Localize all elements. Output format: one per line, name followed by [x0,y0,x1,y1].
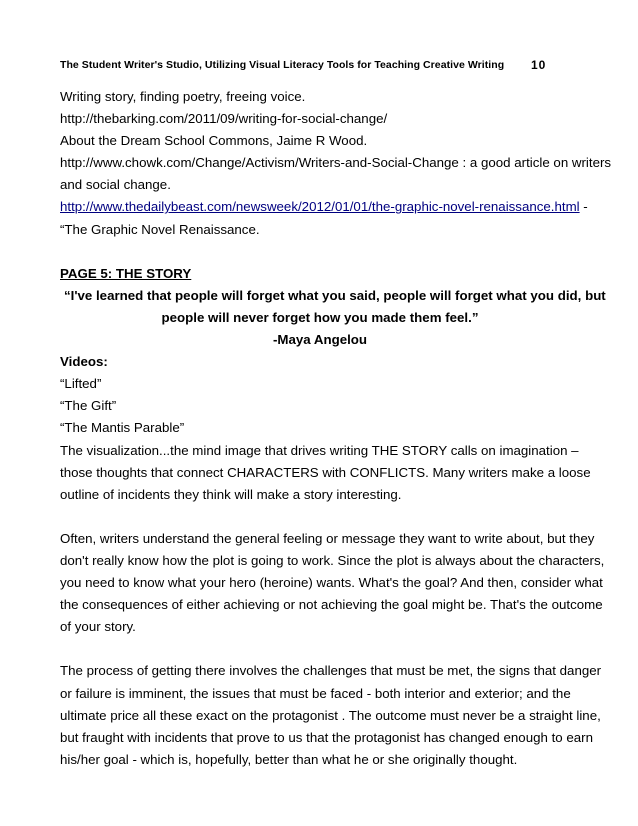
video-item: “The Mantis Parable” [60,420,185,436]
ref-line-2: http://thebarking.com/2011/09/writing-for-social-change/ [60,111,388,127]
ref-line-5: and social change. [60,177,171,193]
page-header [60,59,580,71]
body-text [60,86,612,771]
paragraph-3-line: The process of getting there involves the challenges that must be met, the signs that danger [60,663,602,679]
paragraph-2-line: the consequences of either achieving or not achieving the goal might be. That's the outcome [60,597,603,613]
quote-line-1: “I've learned that people will forget what you said, people will forget what you did, but [64,287,606,303]
paragraph-1-line: The visualization...the mind image that drives writing THE STORY calls on imagination – [60,442,579,458]
paragraph-1-line: outline of incidents they think will make a story interesting. [60,486,402,502]
paragraph-3-line: his/her goal - which is, hopefully, better than what he or she originally thought. [60,751,518,767]
ref-line-4: http://www.chowk.com/Change/Activism/Writers-and-Social-Change : a good article on writers [60,155,612,171]
graphic-novel-link[interactable]: http://www.thedailybeast.com/newsweek/2012/01/01/the-graphic-novel-renaissance.html [60,199,580,215]
paragraph-3-line: or failure is imminent, the issues that must be faced - both interior and exterior; and the [60,685,571,701]
ref-line-1: Writing story, finding poetry, freeing voice. [60,89,306,104]
section-heading: PAGE 5: THE STORY [60,265,192,281]
paragraph-2-line: you need to know what your hero (heroine) wants. What's the goal? And then, consider what [60,575,603,591]
spacer [60,638,580,660]
link-suffix: - [579,199,588,215]
video-item: “The Gift” [60,398,117,414]
paragraph-1-line: those thoughts that connect CHARACTERS with CONFLICTS. Many writers make a loose [60,464,591,480]
paragraph-2-line: of your story. [60,619,136,635]
spacer [60,241,580,263]
header-title: The Student Writer's Studio, Utilizing Visual Literacy Tools for Teaching Creative Writing [60,59,505,71]
ref-line-7: “The Graphic Novel Renaissance. [60,221,260,237]
paragraph-2-line: don't really know how the plot is going to work. Since the plot is always about the characters, [60,552,605,568]
videos-label: Videos: [60,354,108,370]
paragraph-2-line: Often, writers understand the general feeling or message they want to write about, but they [60,530,595,546]
spacer [60,506,580,528]
paragraph-3-line: ultimate price all these exact on the protagonist . The outcome must never be a straight line, [60,707,601,723]
quote-author: -Maya Angelou [272,332,368,348]
quote-line-2: people will never forget how you made them feel.” [161,309,479,325]
video-item: “Lifted” [60,376,102,392]
page-number: 10 [531,58,547,72]
ref-line-3: About the Dream School Commons, Jaime R Wood. [60,133,368,149]
paragraph-3-line: but fraught with incidents that prove to us that the protagonist has changed enough to earn [60,729,593,745]
ref-line-6 [60,196,588,218]
